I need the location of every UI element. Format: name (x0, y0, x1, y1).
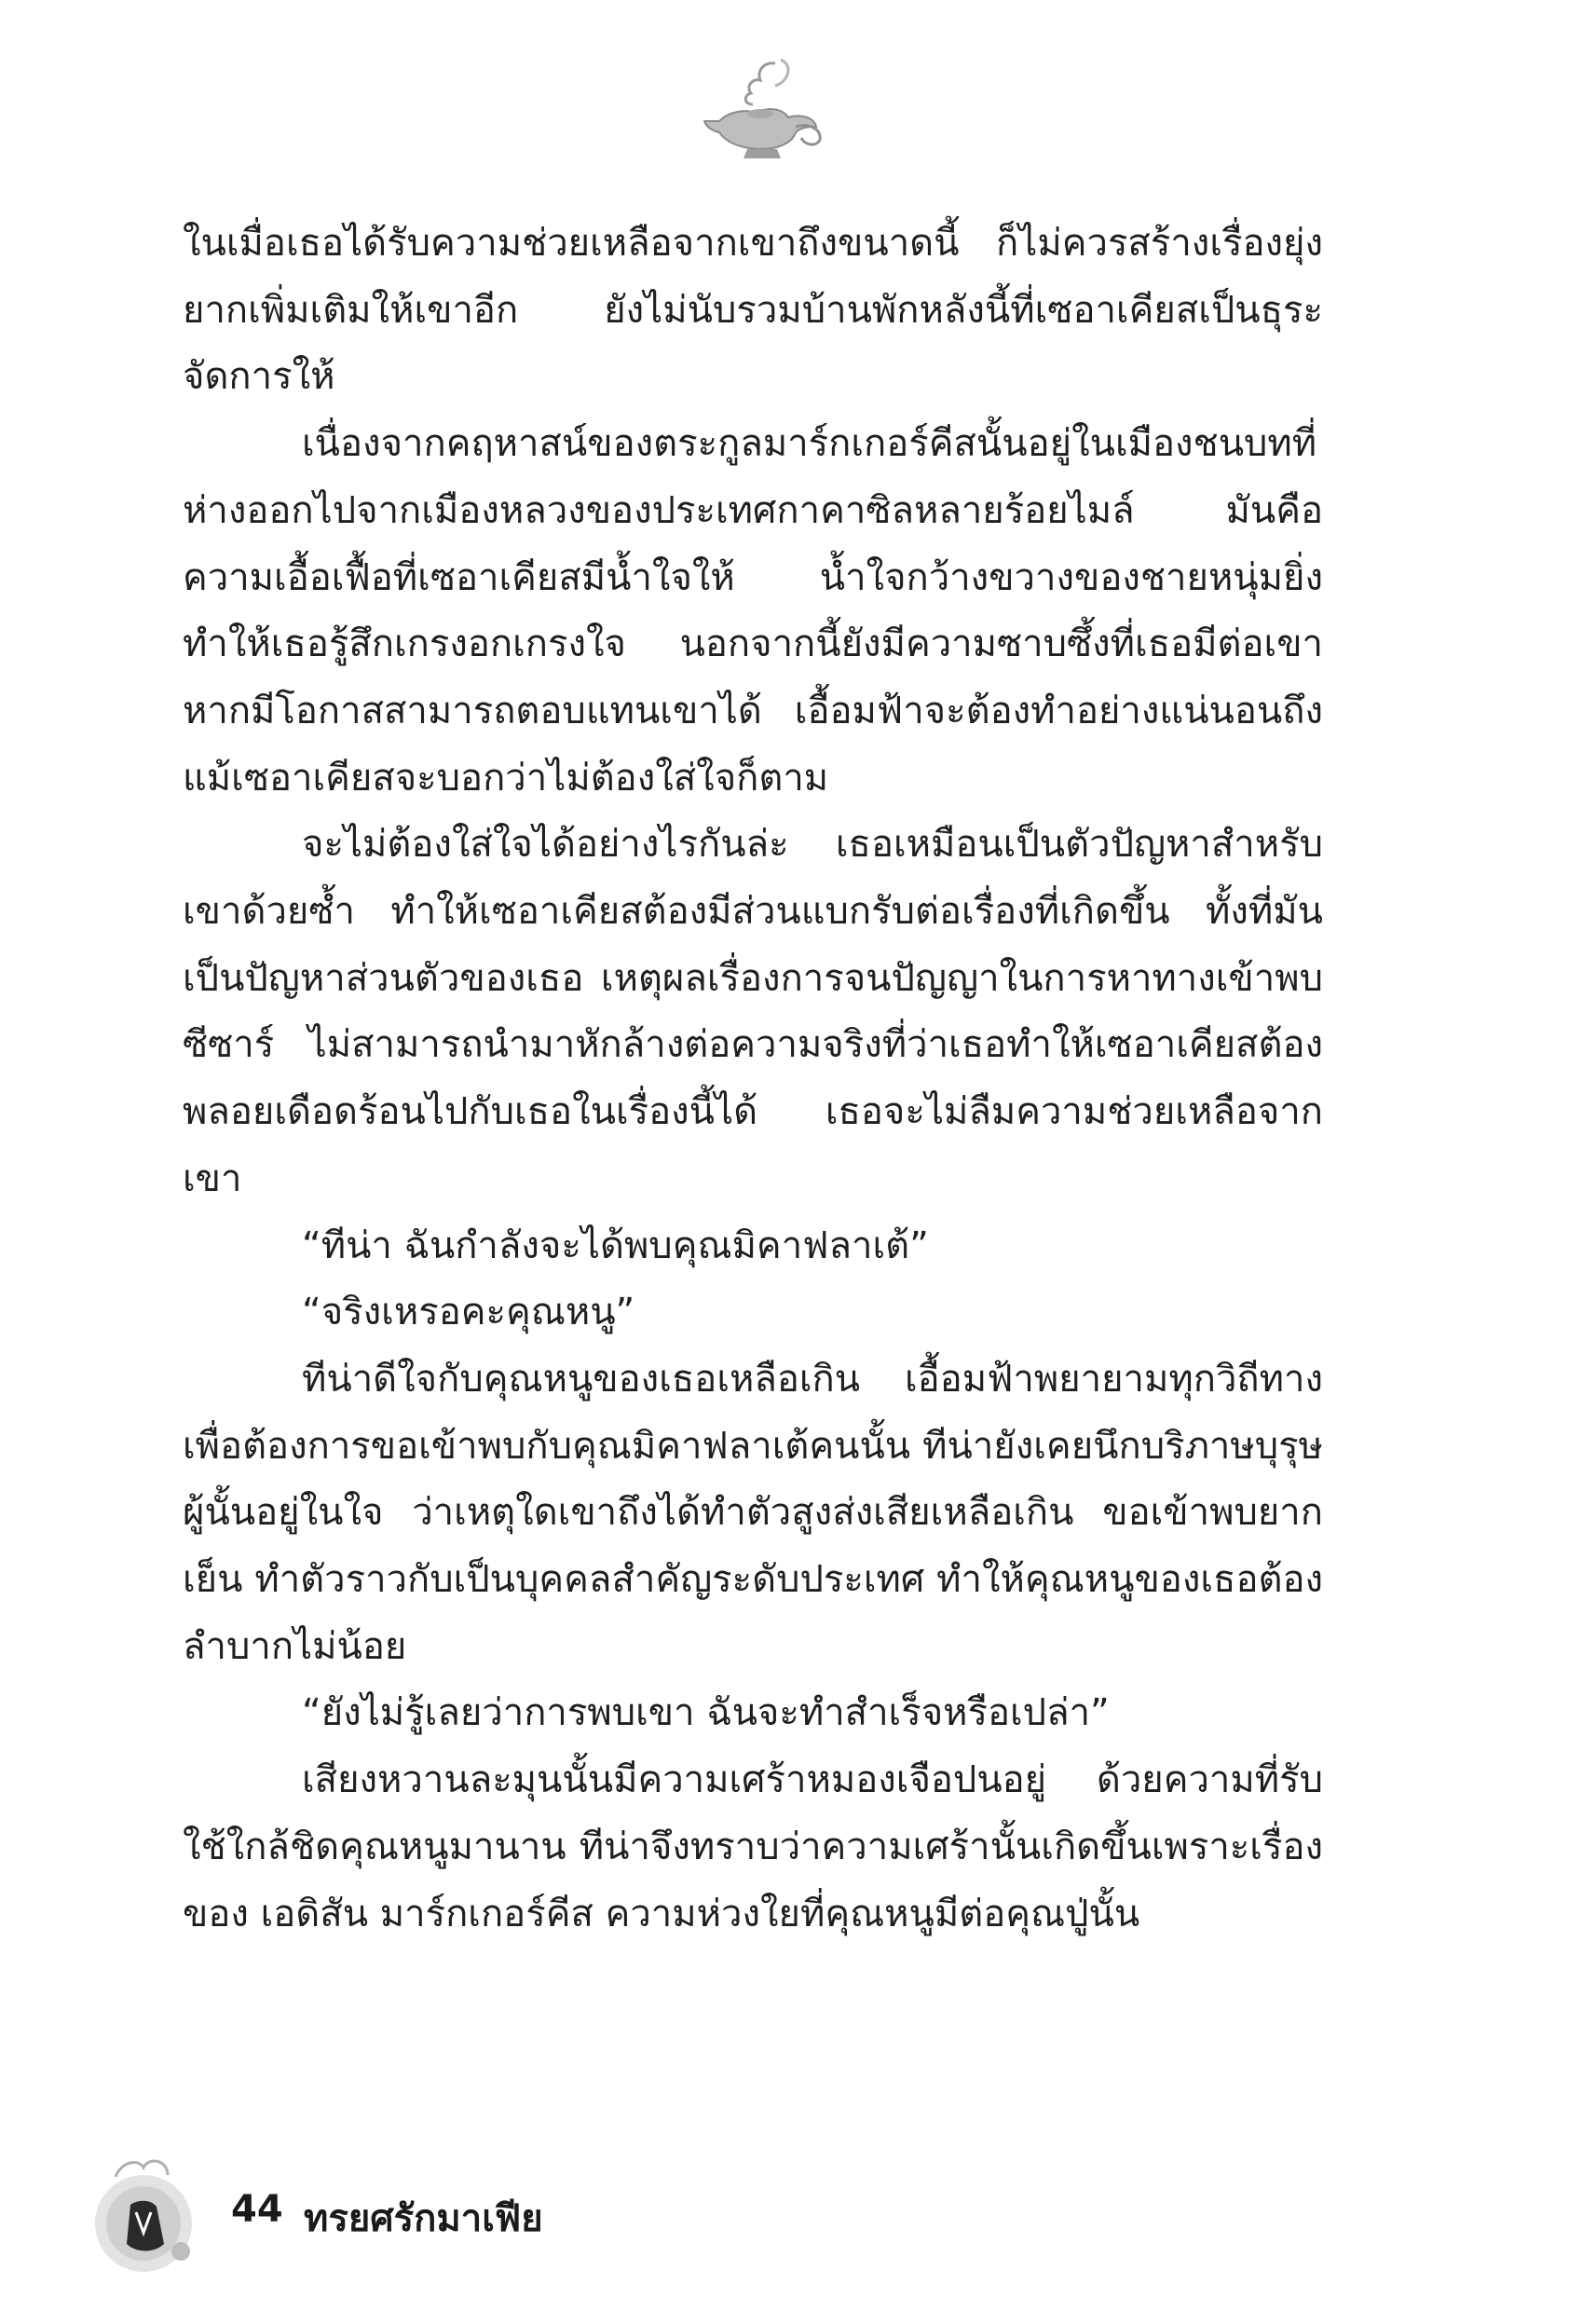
paragraph: จะไม่ต้องใส่ใจได้อย่างไรกันล่ะ เธอเหมือนเป็นตัวปัญหาสำหรับเขาด้วยซ้ำ ทำให้เซอาเคียสต้องมีส่วนแบกรับต่อเรื่องที่เกิดขึ้น ทั้งที่มันเป็นปัญหาส่วนตัวของเธอ เหตุผลเรื่องการจนปัญญาในการหาทางเข้าพบซีซาร์ ไม่สามารถนำมาหักล้างต่อความจริงที่ว่าเธอทำให้เซอาเคียสต้องพลอยเดือดร้อนไปกับเธอในเรื่องนี้ได้ เธอจะไม่ลืมความช่วยเหลือจากเขา (183, 823, 1323, 1200)
paragraph: ทีน่าดีใจกับคุณหนูของเธอเหลือเกิน เอื้อมฟ้าพยายามทุกวิถีทางเพื่อต้องการขอเข้าพบกับคุณมิคาฟลาเต้คนนั้น ทีน่ายังเคยนึกบริภาษบุรุษผู้นั้นอยู่ในใจ ว่าเหตุใดเขาถึงได้ทำตัวสูงส่งเสียเหลือเกิน ขอเข้าพบยากเย็น ทำตัวราวกับเป็นบุคคลสำคัญระดับประเทศ ทำให้คุณหนูของเธอต้องลำบากไม่น้อย (183, 1357, 1323, 1668)
magic-lamp-ornament-icon (691, 54, 831, 164)
body-text (183, 211, 1323, 1948)
paragraph: เนื่องจากคฤหาสน์ของตระกูลมาร์กเกอร์คีสนั้นอยู่ในเมืองชนบทที่ห่างออกไปจากเมืองหลวงของประเทศกาคาซิลหลายร้อยไมล์ มันคือความเอื้อเฟื้อที่เซอาเคียสมีน้ำใจให้ น้ำใจกว้างขวางของชายหนุ่มยิ่งทำให้เธอรู้สึกเกรงอกเกรงใจ นอกจากนี้ยังมีความซาบซึ้งที่เธอมีต่อเขาหากมีโอกาสสามารถตอบแทนเขาได้ เอื้อมฟ้าจะต้องทำอย่างแน่นอนถึงแม้เซอาเคียสจะบอกว่าไม่ต้องใส่ใจก็ตาม (183, 422, 1323, 800)
page-footer (89, 2140, 742, 2279)
paragraph: “ยังไม่รู้เลยว่าการพบเขา ฉันจะทำสำเร็จหรือเปล่า” (302, 1691, 1110, 1735)
running-book-title: ทรยศรักมาเฟีย (304, 2197, 543, 2240)
page-number: 44 (231, 2188, 283, 2231)
paragraph: ในเมื่อเธอได้รับความช่วยเหลือจากเขาถึงขนาดนี้ ก็ไม่ควรสร้างเรื่องยุ่งยากเพิ่มเติมให้เขาอีก ยังไม่นับรวมบ้านพักหลังนี้ที่เซอาเคียสเป็นธุระจัดการให้ (183, 222, 1323, 399)
paragraph: “จริงเหรอคะคุณหนู” (302, 1291, 635, 1334)
paragraph: เสียงหวานละมุนนั้นมีความเศร้าหมองเจือปนอยู่ ด้วยความที่รับใช้ใกล้ชิดคุณหนูมานาน ทีน่าจึงทราบว่าความเศร้านั้นเกิดขึ้นเพราะเรื่องของ เอดิสัน มาร์กเกอร์คีส ความห่วงใยที่คุณหนูมีต่อคุณปู่นั้น (183, 1758, 1323, 1935)
paragraph: “ทีน่า ฉันกำลังจะได้พบคุณมิคาฟลาเต้” (302, 1224, 929, 1267)
decorative-medallion-icon (89, 2140, 201, 2279)
